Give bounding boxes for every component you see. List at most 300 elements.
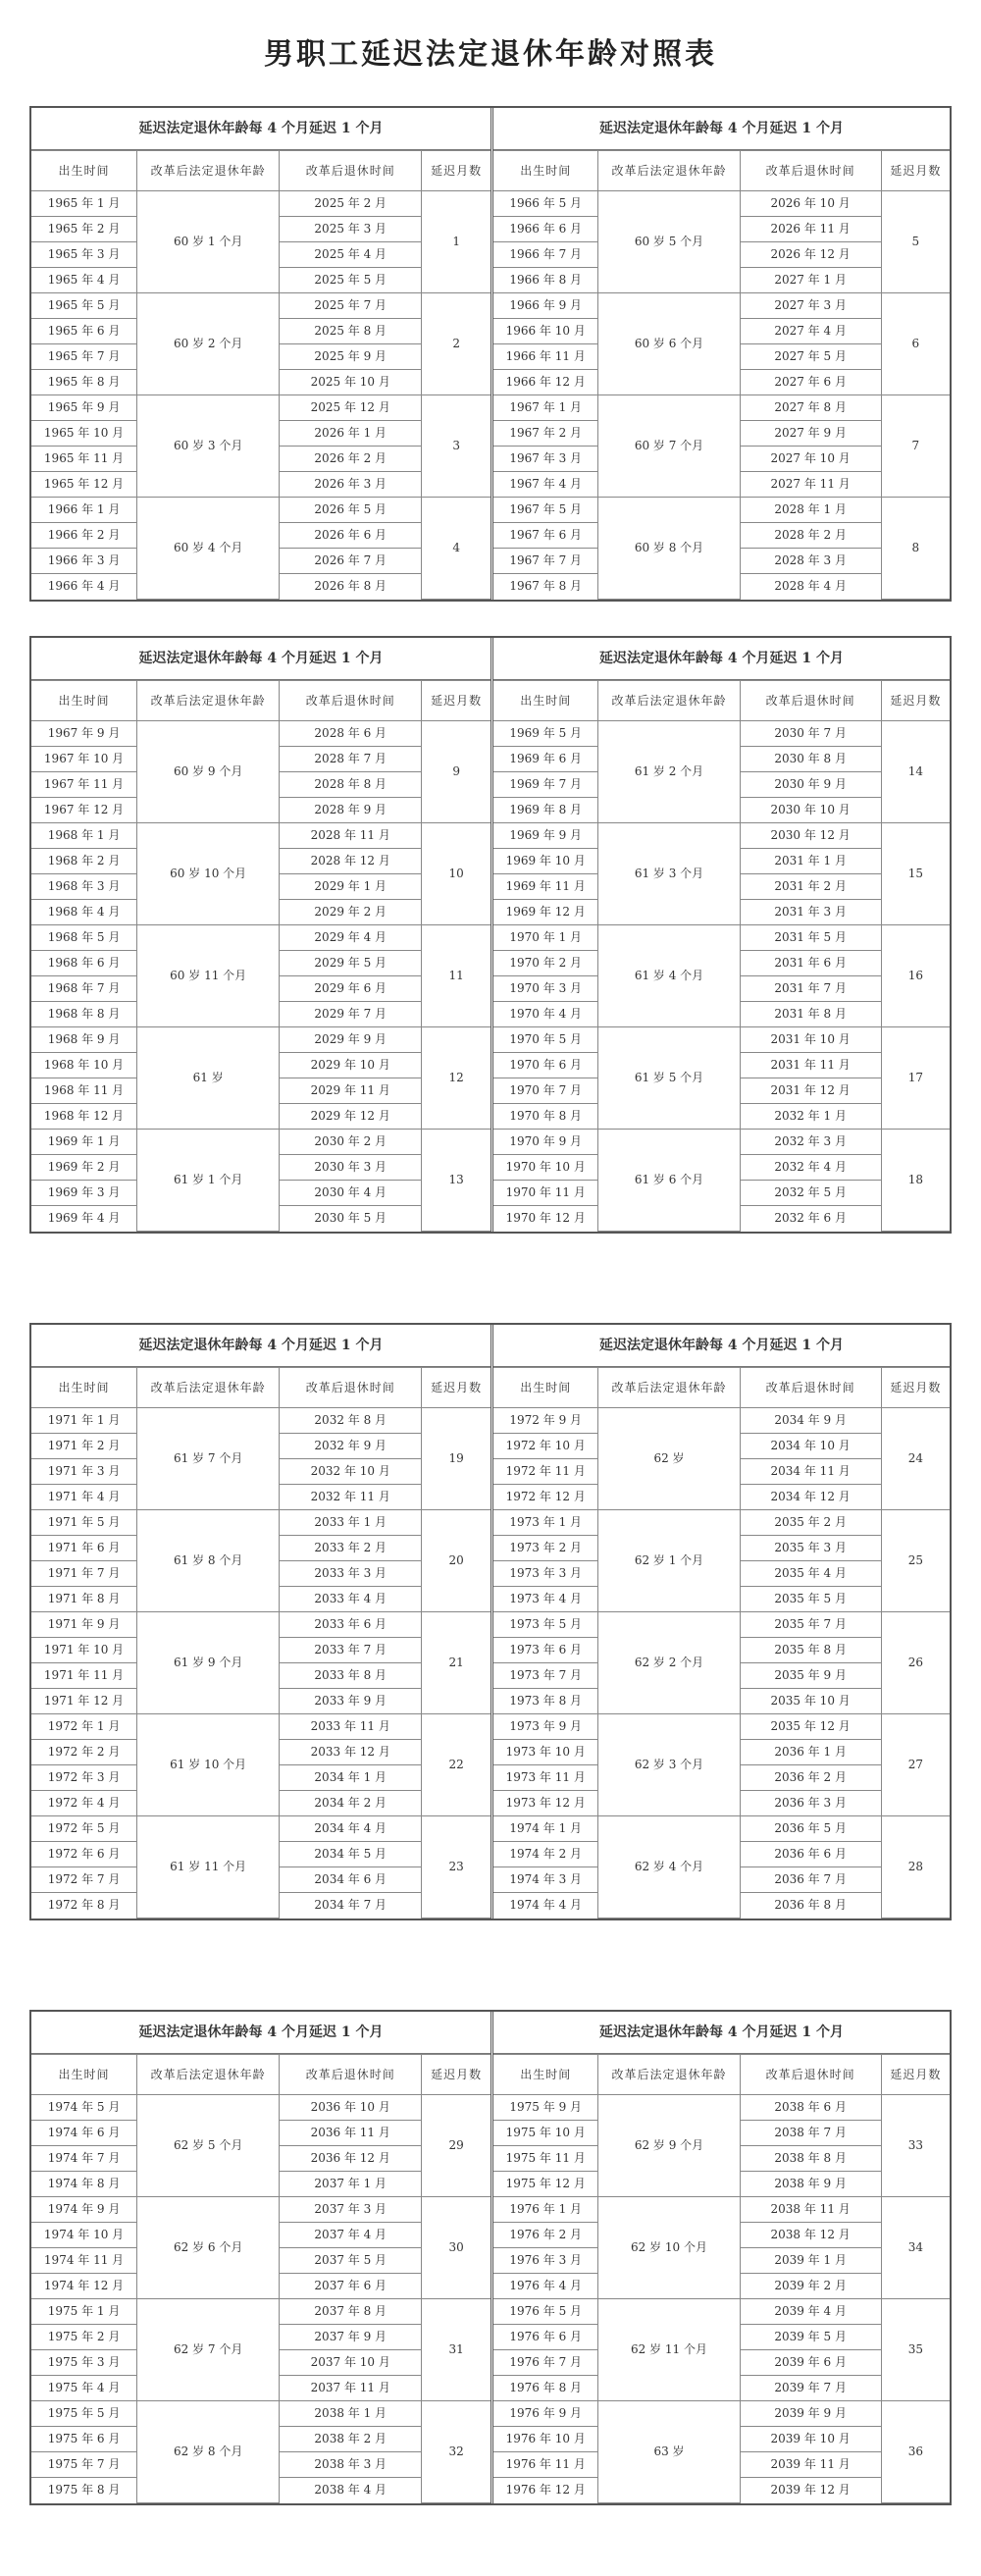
retire-time-cell: 2036 年 7 月 <box>740 1867 881 1893</box>
table-row <box>31 2197 490 2223</box>
retire-age-cell: 62 岁 5 个月 <box>137 2095 280 2197</box>
table-row <box>31 925 490 951</box>
retire-age-cell: 61 岁 10 个月 <box>137 1714 280 1816</box>
birth-cell: 1974 年 11 月 <box>31 2248 137 2274</box>
retire-age-cell: 61 岁 11 个月 <box>137 1816 280 1919</box>
retire-time-cell: 2025 年 7 月 <box>280 293 422 319</box>
birth-cell: 1965 年 5 月 <box>31 293 137 319</box>
birth-cell: 1976 年 6 月 <box>493 2325 598 2350</box>
birth-cell: 1975 年 1 月 <box>31 2299 137 2325</box>
col-header-birth: 出生时间 <box>31 1368 137 1408</box>
birth-cell: 1965 年 9 月 <box>31 395 137 421</box>
birth-cell: 1966 年 10 月 <box>493 319 598 344</box>
retire-time-cell: 2027 年 5 月 <box>740 344 881 370</box>
retire-time-cell: 2028 年 11 月 <box>280 823 422 849</box>
retire-time-cell: 2032 年 4 月 <box>740 1155 881 1181</box>
retire-age-cell: 61 岁 9 个月 <box>137 1612 280 1714</box>
retire-time-cell: 2037 年 6 月 <box>280 2274 422 2299</box>
retire-time-cell: 2026 年 1 月 <box>280 421 422 447</box>
retire-time-cell: 2035 年 10 月 <box>740 1689 881 1714</box>
retire-time-cell: 2035 年 4 月 <box>740 1561 881 1587</box>
retire-time-cell: 2030 年 2 月 <box>280 1130 422 1155</box>
delay-months-cell: 7 <box>881 395 950 498</box>
birth-cell: 1976 年 7 月 <box>493 2350 598 2376</box>
retire-time-cell: 2027 年 6 月 <box>740 370 881 395</box>
retire-time-cell: 2037 年 3 月 <box>280 2197 422 2223</box>
table-row <box>493 1816 950 1842</box>
retire-time-cell: 2036 年 1 月 <box>740 1740 881 1765</box>
birth-cell: 1971 年 8 月 <box>31 1587 137 1612</box>
retire-time-cell: 2036 年 5 月 <box>740 1816 881 1842</box>
header-row <box>31 2055 490 2095</box>
birth-cell: 1970 年 11 月 <box>493 1181 598 1206</box>
retire-time-cell: 2037 年 8 月 <box>280 2299 422 2325</box>
table-row <box>493 2401 950 2427</box>
birth-cell: 1974 年 8 月 <box>31 2172 137 2197</box>
retire-age-cell: 62 岁 7 个月 <box>137 2299 280 2401</box>
delay-months-cell: 32 <box>422 2401 490 2503</box>
birth-cell: 1970 年 8 月 <box>493 1104 598 1130</box>
retire-time-cell: 2038 年 7 月 <box>740 2121 881 2146</box>
page-title: 男职工延迟法定退休年龄对照表 <box>264 37 717 72</box>
birth-cell: 1970 年 12 月 <box>493 1206 598 1232</box>
birth-cell: 1972 年 10 月 <box>493 1434 598 1459</box>
retire-time-cell: 2030 年 12 月 <box>740 823 881 849</box>
birth-cell: 1969 年 11 月 <box>493 874 598 900</box>
retire-time-cell: 2030 年 8 月 <box>740 747 881 772</box>
table-row <box>493 1130 950 1155</box>
birth-cell: 1970 年 7 月 <box>493 1078 598 1104</box>
retire-time-cell: 2029 年 1 月 <box>280 874 422 900</box>
retirement-table <box>493 150 950 600</box>
birth-cell: 1971 年 2 月 <box>31 1434 137 1459</box>
retire-time-cell: 2035 年 7 月 <box>740 1612 881 1638</box>
retire-time-cell: 2031 年 1 月 <box>740 849 881 874</box>
retire-time-cell: 2031 年 5 月 <box>740 925 881 951</box>
retire-time-cell: 2039 年 4 月 <box>740 2299 881 2325</box>
retire-age-cell: 60 岁 3 个月 <box>137 395 280 498</box>
col-header-delay: 延迟月数 <box>422 151 490 191</box>
birth-cell: 1966 年 11 月 <box>493 344 598 370</box>
delay-months-cell: 23 <box>422 1816 490 1919</box>
birth-cell: 1975 年 12 月 <box>493 2172 598 2197</box>
retire-time-cell: 2027 年 9 月 <box>740 421 881 447</box>
header-row <box>493 151 950 191</box>
birth-cell: 1971 年 6 月 <box>31 1536 137 1561</box>
retire-time-cell: 2028 年 9 月 <box>280 798 422 823</box>
birth-cell: 1973 年 7 月 <box>493 1663 598 1689</box>
birth-cell: 1973 年 6 月 <box>493 1638 598 1663</box>
birth-cell: 1976 年 5 月 <box>493 2299 598 2325</box>
birth-cell: 1968 年 6 月 <box>31 951 137 976</box>
table-section <box>29 2010 952 2505</box>
birth-cell: 1975 年 5 月 <box>31 2401 137 2427</box>
retire-age-cell: 61 岁 <box>137 1027 280 1130</box>
col-header-delay: 延迟月数 <box>881 1368 950 1408</box>
retire-time-cell: 2030 年 4 月 <box>280 1181 422 1206</box>
retire-time-cell: 2039 年 1 月 <box>740 2248 881 2274</box>
delay-months-cell: 16 <box>881 925 950 1027</box>
birth-cell: 1973 年 5 月 <box>493 1612 598 1638</box>
delay-months-cell: 17 <box>881 1027 950 1130</box>
birth-cell: 1966 年 1 月 <box>31 498 137 523</box>
retire-time-cell: 2025 年 3 月 <box>280 217 422 242</box>
birth-cell: 1967 年 8 月 <box>493 574 598 600</box>
delay-months-cell: 8 <box>881 498 950 600</box>
retire-time-cell: 2027 年 11 月 <box>740 472 881 498</box>
delay-months-cell: 10 <box>422 823 490 925</box>
birth-cell: 1967 年 6 月 <box>493 523 598 549</box>
col-header-age: 改革后法定退休年龄 <box>598 2055 740 2095</box>
retire-time-cell: 2039 年 11 月 <box>740 2452 881 2478</box>
col-header-birth: 出生时间 <box>493 681 598 721</box>
retire-age-cell: 62 岁 3 个月 <box>598 1714 740 1816</box>
birth-cell: 1965 年 8 月 <box>31 370 137 395</box>
retire-time-cell: 2028 年 8 月 <box>280 772 422 798</box>
table-row <box>31 191 490 217</box>
section-title: 延迟法定退休年龄每 4 个月延迟 1 个月 <box>31 108 490 150</box>
birth-cell: 1975 年 3 月 <box>31 2350 137 2376</box>
retire-time-cell: 2027 年 3 月 <box>740 293 881 319</box>
col-header-delay: 延迟月数 <box>881 2055 950 2095</box>
table-row <box>31 1510 490 1536</box>
birth-cell: 1974 年 2 月 <box>493 1842 598 1867</box>
birth-cell: 1967 年 5 月 <box>493 498 598 523</box>
birth-cell: 1970 年 2 月 <box>493 951 598 976</box>
section-title: 延迟法定退休年龄每 4 个月延迟 1 个月 <box>493 638 950 680</box>
retire-time-cell: 2038 年 8 月 <box>740 2146 881 2172</box>
birth-cell: 1975 年 8 月 <box>31 2478 137 2503</box>
table-section <box>29 636 952 1234</box>
col-header-delay: 延迟月数 <box>881 681 950 721</box>
delay-months-cell: 5 <box>881 191 950 293</box>
col-header-delay: 延迟月数 <box>422 681 490 721</box>
birth-cell: 1975 年 6 月 <box>31 2427 137 2452</box>
retire-time-cell: 2025 年 8 月 <box>280 319 422 344</box>
retire-time-cell: 2038 年 4 月 <box>280 2478 422 2503</box>
table-row <box>31 1408 490 1434</box>
retire-time-cell: 2026 年 11 月 <box>740 217 881 242</box>
table-row <box>31 1612 490 1638</box>
header-row <box>31 1368 490 1408</box>
col-header-birth: 出生时间 <box>493 2055 598 2095</box>
retire-time-cell: 2039 年 6 月 <box>740 2350 881 2376</box>
birth-cell: 1968 年 9 月 <box>31 1027 137 1053</box>
retire-time-cell: 2026 年 12 月 <box>740 242 881 268</box>
birth-cell: 1966 年 7 月 <box>493 242 598 268</box>
birth-cell: 1972 年 7 月 <box>31 1867 137 1893</box>
retire-time-cell: 2031 年 3 月 <box>740 900 881 925</box>
retire-time-cell: 2030 年 5 月 <box>280 1206 422 1232</box>
retirement-table <box>31 680 490 1232</box>
col-header-time: 改革后退休时间 <box>740 151 881 191</box>
birth-cell: 1967 年 4 月 <box>493 472 598 498</box>
table-section <box>29 106 952 602</box>
delay-months-cell: 35 <box>881 2299 950 2401</box>
retire-time-cell: 2036 年 10 月 <box>280 2095 422 2121</box>
table-row <box>31 2095 490 2121</box>
retire-time-cell: 2034 年 2 月 <box>280 1791 422 1816</box>
birth-cell: 1967 年 12 月 <box>31 798 137 823</box>
delay-months-cell: 36 <box>881 2401 950 2503</box>
retire-time-cell: 2027 年 1 月 <box>740 268 881 293</box>
birth-cell: 1969 年 5 月 <box>493 721 598 747</box>
table-row <box>493 2197 950 2223</box>
col-header-age: 改革后法定退休年龄 <box>598 1368 740 1408</box>
delay-months-cell: 34 <box>881 2197 950 2299</box>
birth-cell: 1969 年 3 月 <box>31 1181 137 1206</box>
birth-cell: 1965 年 3 月 <box>31 242 137 268</box>
retire-time-cell: 2032 年 11 月 <box>280 1485 422 1510</box>
retire-age-cell: 60 岁 10 个月 <box>137 823 280 925</box>
retire-time-cell: 2028 年 3 月 <box>740 549 881 574</box>
delay-months-cell: 2 <box>422 293 490 395</box>
delay-months-cell: 24 <box>881 1408 950 1510</box>
retire-time-cell: 2034 年 12 月 <box>740 1485 881 1510</box>
retire-time-cell: 2030 年 9 月 <box>740 772 881 798</box>
retire-time-cell: 2025 年 2 月 <box>280 191 422 217</box>
table-row <box>493 1027 950 1053</box>
birth-cell: 1968 年 2 月 <box>31 849 137 874</box>
table-row <box>31 293 490 319</box>
retire-age-cell: 60 岁 9 个月 <box>137 721 280 823</box>
birth-cell: 1965 年 2 月 <box>31 217 137 242</box>
birth-cell: 1973 年 3 月 <box>493 1561 598 1587</box>
delay-months-cell: 27 <box>881 1714 950 1816</box>
retire-time-cell: 2037 年 11 月 <box>280 2376 422 2401</box>
retire-age-cell: 62 岁 8 个月 <box>137 2401 280 2503</box>
birth-cell: 1974 年 5 月 <box>31 2095 137 2121</box>
retire-age-cell: 61 岁 6 个月 <box>598 1130 740 1232</box>
table-row <box>493 293 950 319</box>
retire-time-cell: 2025 年 4 月 <box>280 242 422 268</box>
retire-time-cell: 2029 年 7 月 <box>280 1002 422 1027</box>
birth-cell: 1972 年 11 月 <box>493 1459 598 1485</box>
col-header-time: 改革后退休时间 <box>280 681 422 721</box>
birth-cell: 1965 年 7 月 <box>31 344 137 370</box>
birth-cell: 1975 年 4 月 <box>31 2376 137 2401</box>
retire-time-cell: 2031 年 2 月 <box>740 874 881 900</box>
retire-time-cell: 2033 年 6 月 <box>280 1612 422 1638</box>
delay-months-cell: 11 <box>422 925 490 1027</box>
birth-cell: 1968 年 12 月 <box>31 1104 137 1130</box>
retire-time-cell: 2027 年 8 月 <box>740 395 881 421</box>
retire-time-cell: 2038 年 1 月 <box>280 2401 422 2427</box>
retire-time-cell: 2029 年 4 月 <box>280 925 422 951</box>
retire-time-cell: 2033 年 3 月 <box>280 1561 422 1587</box>
retire-time-cell: 2031 年 10 月 <box>740 1027 881 1053</box>
birth-cell: 1969 年 8 月 <box>493 798 598 823</box>
birth-cell: 1966 年 6 月 <box>493 217 598 242</box>
retire-age-cell: 63 岁 <box>598 2401 740 2503</box>
retire-time-cell: 2036 年 6 月 <box>740 1842 881 1867</box>
table-half <box>490 108 950 600</box>
birth-cell: 1969 年 6 月 <box>493 747 598 772</box>
retire-time-cell: 2032 年 10 月 <box>280 1459 422 1485</box>
birth-cell: 1965 年 6 月 <box>31 319 137 344</box>
retire-age-cell: 61 岁 3 个月 <box>598 823 740 925</box>
birth-cell: 1970 年 3 月 <box>493 976 598 1002</box>
birth-cell: 1966 年 9 月 <box>493 293 598 319</box>
birth-cell: 1975 年 9 月 <box>493 2095 598 2121</box>
birth-cell: 1967 年 2 月 <box>493 421 598 447</box>
birth-cell: 1971 年 11 月 <box>31 1663 137 1689</box>
retire-time-cell: 2028 年 4 月 <box>740 574 881 600</box>
retire-age-cell: 60 岁 6 个月 <box>598 293 740 395</box>
col-header-time: 改革后退休时间 <box>280 1368 422 1408</box>
retire-time-cell: 2029 年 6 月 <box>280 976 422 1002</box>
section-title: 延迟法定退休年龄每 4 个月延迟 1 个月 <box>31 638 490 680</box>
retire-time-cell: 2026 年 5 月 <box>280 498 422 523</box>
retire-time-cell: 2026 年 3 月 <box>280 472 422 498</box>
birth-cell: 1969 年 7 月 <box>493 772 598 798</box>
delay-months-cell: 25 <box>881 1510 950 1612</box>
delay-months-cell: 18 <box>881 1130 950 1232</box>
birth-cell: 1968 年 1 月 <box>31 823 137 849</box>
table-row <box>31 2299 490 2325</box>
retire-time-cell: 2031 年 12 月 <box>740 1078 881 1104</box>
retire-age-cell: 61 岁 7 个月 <box>137 1408 280 1510</box>
birth-cell: 1967 年 1 月 <box>493 395 598 421</box>
birth-cell: 1973 年 11 月 <box>493 1765 598 1791</box>
table-row <box>31 2401 490 2427</box>
table-half <box>31 1325 490 1919</box>
birth-cell: 1974 年 4 月 <box>493 1893 598 1919</box>
table-row <box>493 1612 950 1638</box>
birth-cell: 1976 年 9 月 <box>493 2401 598 2427</box>
birth-cell: 1971 年 12 月 <box>31 1689 137 1714</box>
retire-time-cell: 2028 年 7 月 <box>280 747 422 772</box>
birth-cell: 1971 年 7 月 <box>31 1561 137 1587</box>
retire-age-cell: 60 岁 1 个月 <box>137 191 280 293</box>
retire-time-cell: 2034 年 7 月 <box>280 1893 422 1919</box>
col-header-birth: 出生时间 <box>493 1368 598 1408</box>
birth-cell: 1972 年 12 月 <box>493 1485 598 1510</box>
birth-cell: 1969 年 4 月 <box>31 1206 137 1232</box>
retire-time-cell: 2031 年 6 月 <box>740 951 881 976</box>
table-row <box>493 2299 950 2325</box>
delay-months-cell: 22 <box>422 1714 490 1816</box>
retire-age-cell: 62 岁 2 个月 <box>598 1612 740 1714</box>
retire-time-cell: 2026 年 10 月 <box>740 191 881 217</box>
header-row <box>493 681 950 721</box>
retire-time-cell: 2030 年 3 月 <box>280 1155 422 1181</box>
section-title: 延迟法定退休年龄每 4 个月延迟 1 个月 <box>493 108 950 150</box>
birth-cell: 1965 年 11 月 <box>31 447 137 472</box>
delay-months-cell: 6 <box>881 293 950 395</box>
retire-time-cell: 2025 年 10 月 <box>280 370 422 395</box>
header-row <box>31 151 490 191</box>
retire-time-cell: 2029 年 9 月 <box>280 1027 422 1053</box>
birth-cell: 1971 年 4 月 <box>31 1485 137 1510</box>
birth-cell: 1968 年 11 月 <box>31 1078 137 1104</box>
birth-cell: 1968 年 4 月 <box>31 900 137 925</box>
birth-cell: 1969 年 12 月 <box>493 900 598 925</box>
retire-time-cell: 2033 年 4 月 <box>280 1587 422 1612</box>
delay-months-cell: 4 <box>422 498 490 600</box>
retire-time-cell: 2032 年 8 月 <box>280 1408 422 1434</box>
birth-cell: 1975 年 10 月 <box>493 2121 598 2146</box>
retire-time-cell: 2035 年 2 月 <box>740 1510 881 1536</box>
birth-cell: 1976 年 3 月 <box>493 2248 598 2274</box>
retire-time-cell: 2035 年 3 月 <box>740 1536 881 1561</box>
table-half <box>490 638 950 1232</box>
section-title: 延迟法定退休年龄每 4 个月延迟 1 个月 <box>493 2012 950 2054</box>
retire-time-cell: 2038 年 9 月 <box>740 2172 881 2197</box>
table-row <box>493 1408 950 1434</box>
retire-time-cell: 2034 年 5 月 <box>280 1842 422 1867</box>
birth-cell: 1969 年 2 月 <box>31 1155 137 1181</box>
retire-time-cell: 2032 年 6 月 <box>740 1206 881 1232</box>
retire-time-cell: 2036 年 11 月 <box>280 2121 422 2146</box>
birth-cell: 1966 年 5 月 <box>493 191 598 217</box>
retire-time-cell: 2025 年 5 月 <box>280 268 422 293</box>
retire-age-cell: 61 岁 8 个月 <box>137 1510 280 1612</box>
retire-time-cell: 2037 年 4 月 <box>280 2223 422 2248</box>
retirement-table <box>31 1367 490 1919</box>
table-half <box>31 638 490 1232</box>
retire-time-cell: 2033 年 11 月 <box>280 1714 422 1740</box>
retire-time-cell: 2028 年 12 月 <box>280 849 422 874</box>
birth-cell: 1967 年 3 月 <box>493 447 598 472</box>
retire-time-cell: 2029 年 2 月 <box>280 900 422 925</box>
birth-cell: 1966 年 12 月 <box>493 370 598 395</box>
retire-time-cell: 2028 年 6 月 <box>280 721 422 747</box>
delay-months-cell: 29 <box>422 2095 490 2197</box>
birth-cell: 1967 年 10 月 <box>31 747 137 772</box>
col-header-delay: 延迟月数 <box>422 2055 490 2095</box>
retire-time-cell: 2025 年 9 月 <box>280 344 422 370</box>
table-row <box>31 1130 490 1155</box>
table-half <box>490 1325 950 1919</box>
retire-time-cell: 2038 年 3 月 <box>280 2452 422 2478</box>
birth-cell: 1967 年 7 月 <box>493 549 598 574</box>
birth-cell: 1972 年 9 月 <box>493 1408 598 1434</box>
retire-time-cell: 2039 年 10 月 <box>740 2427 881 2452</box>
birth-cell: 1974 年 12 月 <box>31 2274 137 2299</box>
birth-cell: 1974 年 3 月 <box>493 1867 598 1893</box>
retire-time-cell: 2036 年 3 月 <box>740 1791 881 1816</box>
retire-time-cell: 2032 年 5 月 <box>740 1181 881 1206</box>
birth-cell: 1973 年 8 月 <box>493 1689 598 1714</box>
retire-time-cell: 2033 年 12 月 <box>280 1740 422 1765</box>
col-header-age: 改革后法定退休年龄 <box>137 1368 280 1408</box>
col-header-birth: 出生时间 <box>31 2055 137 2095</box>
col-header-time: 改革后退休时间 <box>280 2055 422 2095</box>
birth-cell: 1966 年 2 月 <box>31 523 137 549</box>
header-row <box>493 2055 950 2095</box>
birth-cell: 1976 年 10 月 <box>493 2427 598 2452</box>
birth-cell: 1965 年 4 月 <box>31 268 137 293</box>
retire-time-cell: 2031 年 7 月 <box>740 976 881 1002</box>
retire-time-cell: 2030 年 10 月 <box>740 798 881 823</box>
retire-time-cell: 2034 年 4 月 <box>280 1816 422 1842</box>
section-title: 延迟法定退休年龄每 4 个月延迟 1 个月 <box>31 1325 490 1367</box>
retire-time-cell: 2033 年 8 月 <box>280 1663 422 1689</box>
birth-cell: 1976 年 1 月 <box>493 2197 598 2223</box>
birth-cell: 1972 年 1 月 <box>31 1714 137 1740</box>
retire-time-cell: 2029 年 11 月 <box>280 1078 422 1104</box>
delay-months-cell: 12 <box>422 1027 490 1130</box>
birth-cell: 1976 年 8 月 <box>493 2376 598 2401</box>
birth-cell: 1972 年 3 月 <box>31 1765 137 1791</box>
retire-time-cell: 2038 年 6 月 <box>740 2095 881 2121</box>
birth-cell: 1971 年 1 月 <box>31 1408 137 1434</box>
birth-cell: 1965 年 1 月 <box>31 191 137 217</box>
retire-time-cell: 2034 年 9 月 <box>740 1408 881 1434</box>
col-header-time: 改革后退休时间 <box>280 151 422 191</box>
section-title: 延迟法定退休年龄每 4 个月延迟 1 个月 <box>31 2012 490 2054</box>
